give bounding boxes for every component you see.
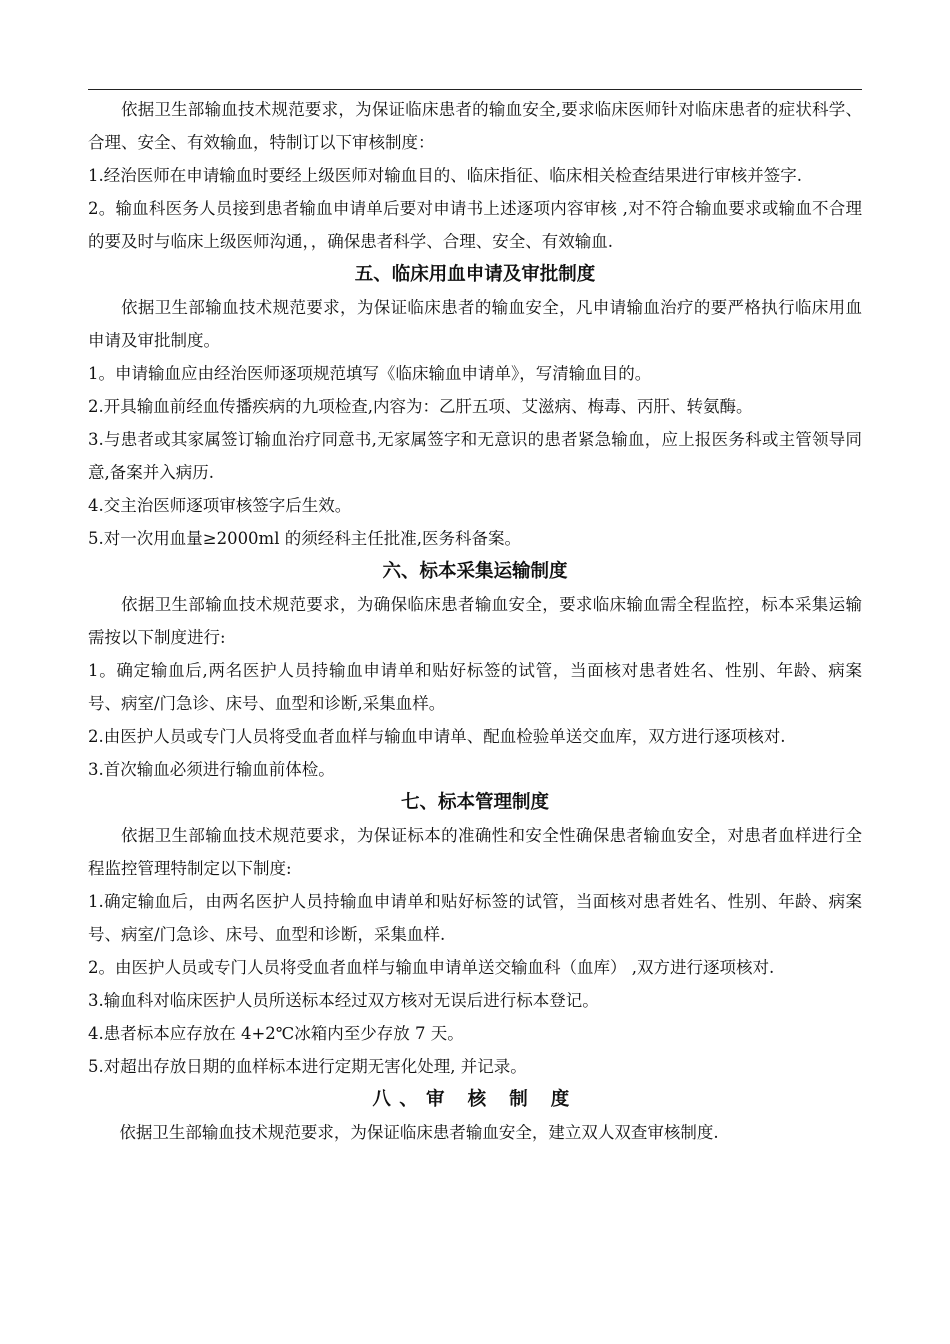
- intro-paragraph: 依据卫生部输血技术规范要求，为保证临床患者的输血安全,要求临床医师针对临床患者的症状科学、合理、安全、有效输血，特制订以下审核制度：: [88, 100, 862, 152]
- section-6-item-3: 3.首次输血必须进行输血前体检。: [88, 760, 335, 779]
- intro-item-2: 2。输血科医务人员接到患者输血申请单后要对申请书上述逐项内容审核 ,对不符合输血要求或输血不合理的要及时与临床上级医师沟通，，确保患者科学、合理、安全、有效输血.: [88, 199, 862, 251]
- header-rule: [88, 89, 862, 90]
- section-8-intro: 依据卫生部输血技术规范要求，为保证临床患者输血安全，建立双人双查审核制度.: [119, 1123, 719, 1142]
- section-6-intro: 依据卫生部输血技术规范要求，为确保临床患者输血安全，要求临床输血需全程监控，标本采集运输需按以下制度进行:: [88, 595, 862, 647]
- section-6-item-2: 2.由医护人员或专门人员将受血者血样与输血申请单、配血检验单送交血库，双方进行逐项核对.: [88, 727, 786, 746]
- section-5-title: 五、临床用血申请及审批制度: [354, 264, 596, 285]
- intro-item-1: 1.经治医师在申请输血时要经上级医师对输血目的、临床指征、临床相关检查结果进行审核并签字.: [88, 166, 802, 185]
- section-6-title: 六、标本采集运输制度: [382, 561, 568, 582]
- section-5-intro: 依据卫生部输血技术规范要求，为保证临床患者的输血安全，凡申请输血治疗的要严格执行临床用血申请及审批制度。: [88, 298, 862, 350]
- document-body: [88, 93, 862, 1149]
- section-5-item-2: 2.开具输血前经血传播疾病的九项检查,内容为：乙肝五项、艾滋病、梅毒、丙肝、转氨酶。: [88, 397, 753, 416]
- section-5-item-5: 5.对一次用血量≥2000ml 的须经科主任批准,医务科备案。: [88, 529, 521, 548]
- section-7-intro: 依据卫生部输血技术规范要求，为保证标本的准确性和安全性确保患者输血安全，对患者血样进行全程监控管理特制定以下制度:: [88, 826, 862, 878]
- section-8-title: 八、审 核 制 度: [372, 1089, 578, 1110]
- section-6-item-1: 1。确定输血后,两名医护人员持输血申请单和贴好标签的试管，当面核对患者姓名、性别、年龄、病案号、病室/门急诊、床号、血型和诊断,采集血样。: [88, 661, 862, 713]
- section-5-item-1: 1。申请输血应由经治医师逐项规范填写《临床输血申请单》，写清输血目的。: [88, 364, 652, 383]
- section-5-item-3: 3.与患者或其家属签订输血治疗同意书,无家属签字和无意识的患者紧急输血，应上报医务科或主管领导同意,备案并入病历.: [88, 430, 862, 482]
- section-7-item-3: 3.输血科对临床医护人员所送标本经过双方核对无误后进行标本登记。: [88, 991, 599, 1010]
- section-7-item-5: 5.对超出存放日期的血样标本进行定期无害化处理, 并记录。: [88, 1057, 527, 1076]
- section-7-item-1: 1.确定输血后，由两名医护人员持输血申请单和贴好标签的试管，当面核对患者姓名、性别、年龄、病案号、病室/门急诊、床号、血型和诊断，采集血样.: [88, 892, 862, 944]
- section-5-item-4: 4.交主治医师逐项审核签字后生效。: [88, 496, 352, 515]
- section-7-title: 七、标本管理制度: [400, 792, 549, 813]
- section-7-item-2: 2。由医护人员或专门人员将受血者血样与输血申请单送交输血科（血库） ,双方进行逐项核对.: [88, 958, 775, 977]
- section-7-item-4: 4.患者标本应存放在 4+2℃冰箱内至少存放 7 天。: [88, 1024, 464, 1043]
